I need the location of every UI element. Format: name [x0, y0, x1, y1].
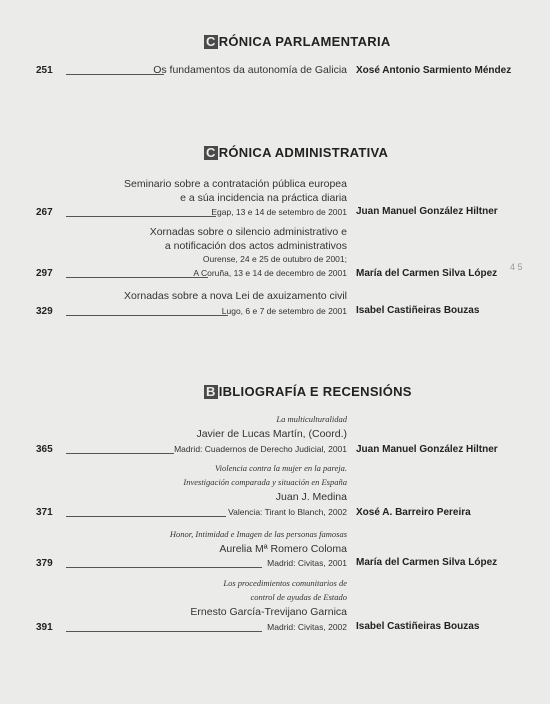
- section-initial: C: [206, 34, 216, 49]
- section-title-text: RÓNICA PARLAMENTARIA: [218, 34, 391, 49]
- entry-author: Isabel Castiñeiras Bouzas: [356, 305, 480, 316]
- leader-rule: [66, 516, 226, 517]
- leader-rule: [66, 74, 164, 75]
- entry-detail: Ourense, 24 e 25 de outubro de 2001;: [202, 254, 347, 264]
- entry-author: María del Carmen Silva López: [356, 557, 498, 568]
- page-number: 371: [36, 507, 53, 518]
- entry-title: Os fundamentos da autonomía de Galicia: [153, 64, 347, 76]
- leader-rule: [66, 567, 262, 568]
- book-author: Ernesto García-Trevijano Garnica: [190, 606, 347, 618]
- section-initial: C: [206, 145, 216, 160]
- section-title-text: RÓNICA ADMINISTRATIVA: [218, 145, 389, 160]
- entry-author: Xosé A. Barreiro Pereira: [356, 507, 471, 518]
- page-number: 267: [36, 207, 53, 218]
- margin-mark: 4 5: [510, 262, 523, 272]
- entry-author: María del Carmen Silva López: [356, 268, 498, 279]
- page-number: 251: [36, 65, 53, 76]
- book-title: control de ayudas de Estado: [250, 592, 347, 602]
- book-author: Aurelia Mª Romero Coloma: [219, 543, 347, 555]
- book-author: Javier de Lucas Martín, (Coord.): [196, 428, 347, 440]
- entry-detail: A Coruña, 13 e 14 de decembro de 2001: [193, 268, 347, 278]
- entry-author: Juan Manuel González Hiltner: [356, 206, 498, 217]
- section-title-text: IBLIOGRAFÍA E RECENSIÓNS: [218, 384, 412, 399]
- book-title: Los procedimientos comunitarios de: [223, 578, 347, 588]
- entry-title-line: Seminario sobre a contratación pública europea: [124, 178, 347, 190]
- book-publisher: Valencia: Tirant lo Blanch, 2002: [228, 507, 347, 517]
- book-publisher: Madrid: Civitas, 2001: [267, 558, 347, 568]
- entry-title-line: Xornadas sobre o silencio administrativo e: [149, 226, 347, 238]
- book-publisher: Madrid: Civitas, 2002: [267, 622, 347, 632]
- entry-author: Isabel Castiñeiras Bouzas: [356, 621, 480, 632]
- section-title-cronica-administrativa: [204, 145, 388, 160]
- entry-title-line: Xornadas sobre a nova Lei de axuizamento civil: [124, 290, 347, 302]
- entry-detail: Lugo, 6 e 7 de setembro de 2001: [221, 306, 347, 316]
- page-number: 365: [36, 444, 53, 455]
- leader-rule: [66, 453, 174, 454]
- entry-title-line: e a súa incidencia na práctica diaria: [180, 192, 347, 204]
- section-title-cronica-parlamentaria: [204, 34, 391, 49]
- book-publisher: Madrid: Cuadernos de Derecho Judicial, 2001: [174, 444, 347, 454]
- book-title: Violencia contra la mujer en la pareja.: [215, 463, 347, 473]
- page-number: 391: [36, 622, 53, 633]
- entry-title-line: a notificación dos actos administrativos: [164, 240, 347, 252]
- entry-author: Juan Manuel González Hiltner: [356, 444, 498, 455]
- section-title-bibliografia: [204, 384, 412, 399]
- leader-rule: [66, 315, 228, 316]
- book-title: Honor, Intimidad e Imagen de las personas famosas: [169, 529, 347, 539]
- page-number: 329: [36, 306, 53, 317]
- leader-rule: [66, 631, 262, 632]
- book-author: Juan J. Medina: [275, 491, 347, 503]
- book-title: La multiculturalidad: [276, 414, 347, 424]
- book-title: Investigación comparada y situación en España: [183, 477, 347, 487]
- page-number: 379: [36, 558, 53, 569]
- leader-rule: [66, 216, 216, 217]
- entry-author: Xosé Antonio Sarmiento Méndez: [356, 65, 512, 76]
- leader-rule: [66, 277, 208, 278]
- page-number: 297: [36, 268, 53, 279]
- entry-detail: Egap, 13 e 14 de setembro de 2001: [211, 207, 347, 217]
- section-initial: B: [206, 384, 216, 399]
